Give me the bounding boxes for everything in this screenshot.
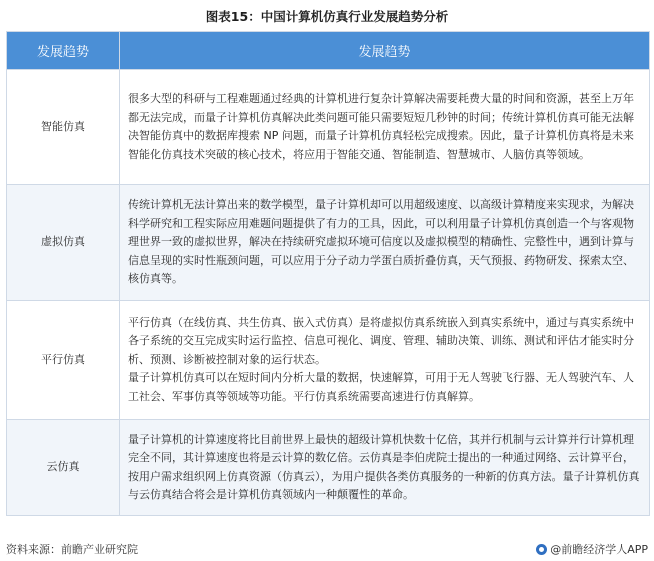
source-note: 资料来源：前瞻产业研究院 — [6, 543, 138, 556]
header-trend: 发展趋势 — [7, 32, 120, 70]
table-row — [7, 70, 650, 185]
table-row — [7, 185, 650, 301]
trend-description: 量子计算机的计算速度将比目前世界上最快的超级计算机快数十亿倍，其并行机制与云计算并行计算机理完全不同，其计算速度也将是云计算的数亿倍。云仿真是李伯虎院士提出的一种通过网络、云计算平台，按用户需求组织网上仿真资源（仿真云），为用户提供各类仿真服务的一种新的仿真方法。量子计算机仿真与云仿真结合将会是计算机仿真领域内一种颠覆性的革命。 — [120, 420, 650, 516]
brand-logo-icon — [536, 544, 547, 555]
header-description: 发展趋势 — [120, 32, 650, 70]
trend-description: 传统计算机无法计算出来的数学模型，量子计算机却可以用超级速度、以高级计算精度来实现求，为解决科学研究和工程实际应用难题问题提供了有力的工具，因此，可以利用量子计算机仿真创造一个与客观物理世界一致的虚拟世界，解决在持续研究虚拟环境可信度以及虚拟模型的精确性、完整性中，遇到计算与信息呈现的实时性瓶颈问题，可以应用于分子动力学蛋白质折叠仿真，天气预报、药物研发、探索太空、核仿真等。 — [120, 185, 650, 301]
trend-name: 平行仿真 — [7, 301, 120, 420]
trend-name: 智能仿真 — [7, 70, 120, 185]
trend-description — [120, 301, 650, 420]
trend-name: 虚拟仿真 — [7, 185, 120, 301]
table-row — [7, 420, 650, 516]
trend-table — [6, 31, 650, 516]
table-header-row — [7, 32, 650, 70]
description-paragraph: 平行仿真（在线仿真、共生仿真、嵌入式仿真）是将虚拟仿真系统嵌入到真实系统中，通过与真实系统中各子系统的交互完成实时运行监控、信息可视化、调度、管理、辅助决策、训练、测试和评估才能实时分析、预测、诊断被控制对象的运行状态。 — [128, 315, 634, 366]
trend-name: 云仿真 — [7, 420, 120, 516]
description-paragraph: 量子计算机仿真可以在短时间内分析大量的数据，快速解算，可用于无人驾驶飞行器、无人驾驶汽车、人工社会、军事仿真等领域等功能。平行仿真系统需要高速进行仿真解算。 — [128, 371, 634, 403]
chart-title: 图表15：中国计算机仿真行业发展趋势分析 — [205, 9, 449, 24]
table-row — [7, 301, 650, 420]
brand-text: @前瞻经济学人APP — [550, 543, 648, 556]
brand-credit — [536, 541, 648, 557]
trend-description: 很多大型的科研与工程难题通过经典的计算机进行复杂计算解决需要耗费大量的时间和资源，甚至上万年都无法完成，而量子计算机仿真解决此类问题可能只需要短短几秒钟的时间；传统计算机仿真可能无法解决智能仿真中的数据库搜索 NP 问题，而量子计算机仿真轻松完成搜索。因此，量子计算机仿真将是未来智能化仿真技术突破的核心技术，将应用于智能交通、智能制造、智慧城市、人脑仿真等领域。 — [120, 70, 650, 185]
